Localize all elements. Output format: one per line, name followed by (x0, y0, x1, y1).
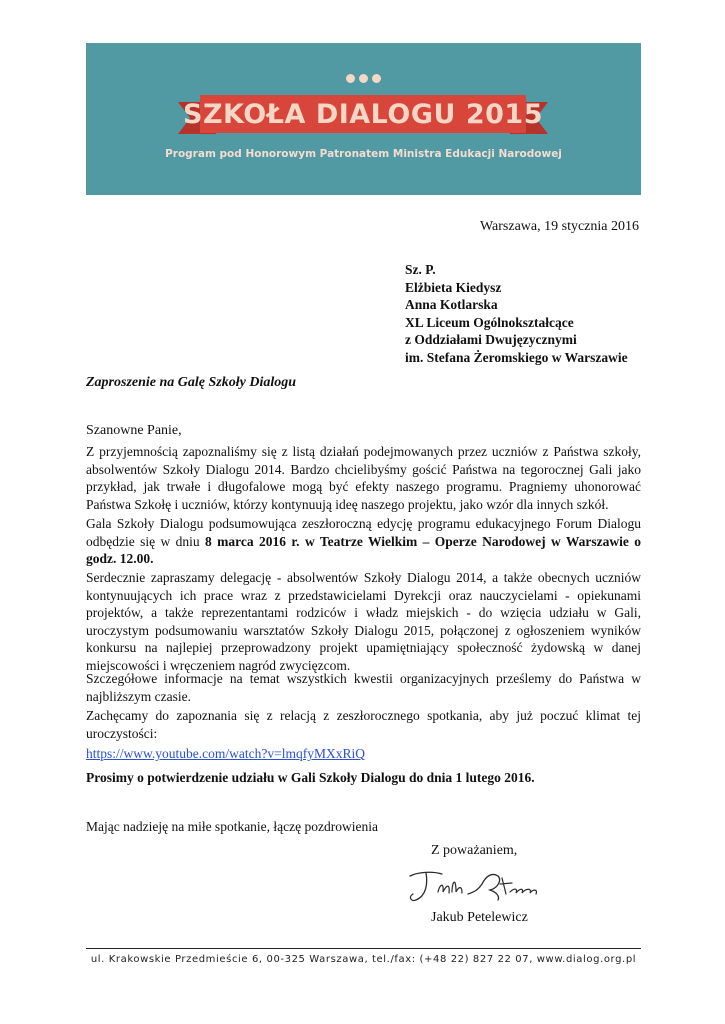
banner-title: SZKOŁA DIALOGU 2015 (183, 98, 543, 130)
letter-date: Warszawa, 19 stycznia 2016 (479, 219, 639, 234)
dot (372, 74, 381, 83)
dot (346, 74, 355, 83)
event-details: 8 marca 2016 r. w Teatrze Wielkim – Operze Narodowej w Warszawie o godz. 12.00. (86, 533, 641, 567)
video-link[interactable]: https://www.youtube.com/watch?v=lmqfyMXxRiQ (86, 746, 365, 761)
title-ribbon (178, 95, 548, 139)
paragraph-1: Z przyjemnością zapoznaliśmy się z listą działań podejmowanych przez uczniów z Państwa szkoły, absolwentów Szkoły Dialogu 2014. Bardzo chcielibyśmy gościć Państwa na tegorocznej Gali jako przykład, jak trwałe i długofalowe mogą być efekty naszego programu. Pragniemy uhonorować Państwa Szkołę i uczniów, którzy kontynuują ideę naszego projektu, jako wzór dla innych szkół. (86, 444, 641, 512)
paragraph-3: Serdecznie zapraszamy delegację - absolwentów Szkoły Dialogu 2014, a także obecnych uczniów kontynuujących ich prace wraz z przedstawicielami Dyrekcji oraz nauczycielami - opiekunami projektów, a także reprezentantami rodziców i władz miejskich - do wzięcia udziału w Gali, uroczystym podsumowaniu warsztatów Szkoły Dialogu 2015, połączonej z ogłoszeniem wyników konkursu na najlepiej przeprowadzony projekt upamiętniający społeczność żydowską w danej miejscowości i wręczeniem nagród zwycięzcom. (86, 570, 641, 673)
header-banner (86, 43, 641, 195)
signer-name: Jakub Petelewicz (431, 910, 528, 925)
ribbon-body (183, 95, 543, 133)
dot (359, 74, 368, 83)
paragraph-2-text: Gala Szkoły Dialogu podsumowująca zeszłoroczną edycję programu edukacyjnego Forum Dialogu odbędzie się w dniu (86, 516, 641, 549)
footer-divider (86, 948, 641, 949)
recipient-line: Elżbieta Kiedysz (405, 279, 502, 295)
paragraph-5: Zachęcamy do zapoznania się z relacją z zeszłorocznego spotkania, aby już poczuć klimat tej uroczystości: (86, 708, 641, 741)
recipient-line: Anna Kotlarska (405, 297, 498, 313)
regards-line: Z poważaniem, (431, 843, 518, 858)
letter-subject: Zaproszenie na Galę Szkoły Dialogu (86, 375, 297, 390)
closing-line: Mając nadzieję na miłe spotkanie, łączę pozdrowienia (86, 819, 378, 834)
recipient-line: im. Stefana Żeromskiego w Warszawie (405, 349, 628, 365)
recipient-line: Sz. P. (405, 262, 436, 277)
confirmation-request: Prosimy o potwierdzenie udziału w Gali Szkoły Dialogu do dnia 1 lutego 2016. (86, 770, 535, 785)
recipient-line: z Oddziałami Dwujęzycznymi (405, 332, 577, 348)
paragraph-2 (86, 515, 641, 568)
recipient-line: XL Liceum Ogólnokształcące (405, 314, 574, 330)
footer-address: ul. Krakowskie Przedmieście 6, 00-325 Warszawa, tel./fax: (+48 22) 827 22 07, www.dialog.org.pl (90, 954, 637, 965)
paragraph-4: Szczegółowe informacje na temat wszystkich kwestii organizacyjnych prześlemy do Państwa w najbliższym czasie. (86, 671, 641, 704)
letter-greeting: Szanowne Panie, (86, 423, 182, 438)
banner-subtitle: Program pod Honorowym Patronatem Ministra Edukacji Narodowej (165, 148, 562, 160)
recipient-block (405, 261, 628, 367)
three-dots-icon (86, 74, 641, 83)
handwritten-signature (402, 862, 552, 908)
